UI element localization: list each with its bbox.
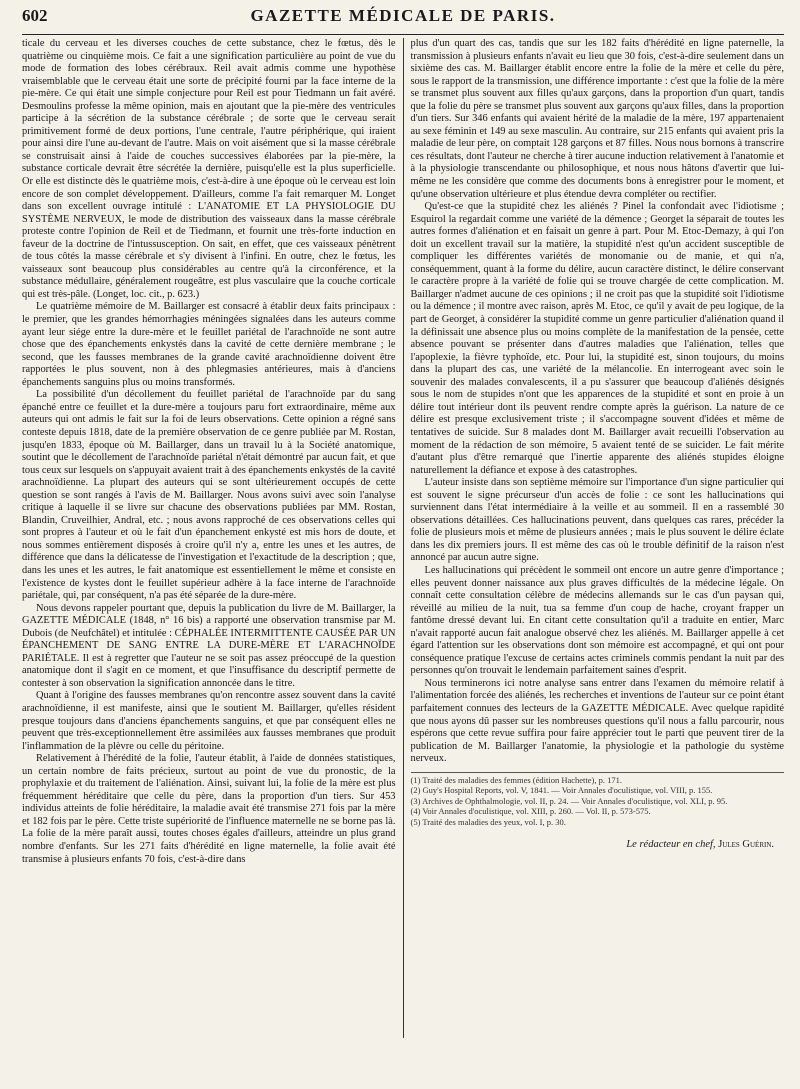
footnotes (411, 772, 785, 828)
footnote: (4) Voir Annales d'oculistique, vol. XIII, p. 260. — Vol. II, p. 573-575. (410, 806, 651, 817)
footnote: (1) Traité des maladies des femmes (édition Hachette), p. 171. (410, 774, 622, 785)
paragraph: Qu'est-ce que la stupidité chez les aliénés ? Pinel la confondait avec l'idiotisme ; Esquirol la regardait comme une variété de la démence ; Georget la séparait de toutes les autres formes d'aliénation et en faisait un genre à part. Pour M. Etoc-Demazy, à qui l'on doit un excellent travail sur la matière, la stupidité n'est qu'un accident susceptible de compliquer les différentes variétés de monomanie ou de manie, et qui n'a, conséquemment, quant à la forme du délire, aucun caractère distinct, le délire conservant le caractère propre à la variété de folie qui se trouve chargée de cette complication. M. Baillarger n'admet aucune de ces opinions ; il ne croit pas que la stupidité soit l'idiotisme ou la démence ; il montre avec raison, après M. Etoc, ce qu'il y avait de peu logique, de la part de Georget, à considérer la stupidité comme un genre particulier d'aliénation quand il la définissait une absence plus ou moins complète de la manifestation de la pensée, cette absence pouvant se présenter dans d'autres maladies que l'aliénation, telles que l'apoplexie, la fièvre typhoïde, etc. Pour lui, la stupidité est, sinon toujours, du moins dans la plupart des cas, une variété de la mélancolie. En interrogeant avec soin le souvenir des malades convalescents, il a pu s'assurer que beaucoup d'aliénés désignés sous le nom de stupides n'ont que les apparences de la stupidité et sont en proie à un délire tout intérieur dont ils peuvent rendre compte après la guérison. La nature de ce délire est presque exclusivement triste ; il s'accompagne souvent d'idées et même de tentatives de suicide. Sur 8 malades dont M. Baillarger avait recueilli l'observation au moment de la rédaction de son mémoire, 5 avaient tenté de se suicider. Le fait mérite d'autant plus d'être remarqué que l'inertie apparente des aliénés stupides éloigne naturellement la défiance et expose à des catastrophes. (410, 201, 784, 476)
footnote: (5) Traité des maladies des yeux, vol. I, p. 30. (410, 816, 566, 827)
editor-name: Jules Guérin. (718, 839, 774, 851)
left-column (22, 38, 403, 1038)
paragraph: ticale du cerveau et les diverses couches de cette substance, chez le fœtus, dès le quatrième ou cinquième mois. Ce fait a une signification particulière au point de vue du mode de formation des lobes cérébraux. Reil avait admis comme une hypothèse vraisemblable que le cerveau était une sorte de précipité fourni par la face interne de la pie-mère. Ce qui était une simple conjecture pour Reil est pour Tiedmann un fait avéré. Desmoulins professe la même opinion, mais en ajoutant que la pie-mère des ventricules participe à la sécrétion de la substance cérébrale ; de sorte que le cerveau serait primitivement formé de deux portions, l'une centrale, l'autre périphérique, qui iraient pour ainsi dire l'une au-devant de l'autre. Mais on voit aisément que si la masse cérébrale se construisait ainsi à l'aide de couches successives élaborées par la pie-mère, la substance corticale devrait être sécrétée la dernière, puisqu'elle est la plus superficielle. Or elle est distincte dès le quatrième mois, c'est-à-dire à une époque où le cerveau est loin encore de son complet développement. D'ailleurs, comme l'a fait remarquer M. Longet dans son excellent ouvrage intitulé : L'ANATOMIE ET LA PHYSIOLOGIE DU SYSTÈME NERVEUX, le mode de distribution des vaisseaux dans la masse cérébrale proteste contre l'opinion de Reil et de Tiedmann, et fournit une très-forte induction en faveur de la doctrine de l'intussusception. On sait, en effet, que ces vaisseaux pénètrent de tous côtés la masse cérébrale et s'y divisent à l'infini. En outre, chez le fœtus, les vaisseaux sont beaucoup plus considérables au centre qu'à la circonférence, et la substance médullaire, généralement rougeâtre, est plus vasculaire que la couche corticale qui est très-pâle. (Longet, loc. cit., p. 623.) (22, 38, 396, 300)
paragraph: L'auteur insiste dans son septième mémoire sur l'importance d'un signe particulier qui est souvent le signe précurseur d'un accès de folie : ce sont les hallucinations qui surviennent dans l'état intermédiaire à la veille et au sommeil. Il en a rassemblé 30 observations détaillées. Ces hallucinations peuvent, dans quelques cas rares, précéder la folie de plusieurs mois et même de plusieurs années ; mais le plus souvent le délire éclate dans les dix premiers jours. Il est même des cas où le trouble définitif de la raison n'est annoncé par aucun autre signe. (410, 477, 784, 564)
paragraph: Le quatrième mémoire de M. Baillarger est consacré à établir deux faits principaux : le premier, que les grandes hémorrhagies méningées signalées dans les auteurs comme ayant leur siége entre la dure-mère et le feuillet pariétal de l'arachnoïde ne sont autre chose que des épanchements enkystés dans la cavité de cette dernière membrane ; le second, que les fausses membranes de la grande cavité arachnoïdienne doivent être rapportées le plus souvent, non à des phlegmasies antérieures, mais à d'anciens épanchements sanguins plus ou moins transformés. (22, 301, 396, 388)
page-number: 602 (22, 6, 48, 25)
signature-prefix: Le rédacteur en chef, (626, 839, 716, 851)
paragraph: Quant à l'origine des fausses membranes qu'on rencontre assez souvent dans la cavité arachnoïdienne, il est manifeste, ainsi que le soutient M. Baillarger, qu'elles résident presque toujours dans d'anciens épanchements sanguins, et que par conséquent elles ne peuvent que très-exceptionnellement être assimilées aux fausses membranes que produit l'inflammation de la plèvre ou celle du péritoine. (22, 690, 396, 752)
page-header (22, 6, 784, 35)
paragraph: Relativement à l'hérédité de la folie, l'auteur établit, à l'aide de données statistiques, un certain nombre de faits précieux, surtout au point de vue du pronostic, de la prophylaxie et du traitement de l'aliénation. Ainsi, suivant lui, la folie de la mère est plus fréquemment héréditaire que celle du père, dans la proportion d'un tiers. Sur 453 individus atteints de folie héréditaire, la maladie avait été transmise 271 fois par la mère et 182 fois par le père. Cette triste supériorité de l'influence maternelle ne se borne pas là. La folie de la mère paraît aussi, toutes choses égales d'ailleurs, atteindre un plus grand nombre d'enfants. Sur les 271 faits d'hérédité en ligne maternelle, la folie avait été transmise à plusieurs enfants 70 fois, c'est-à-dire dans (22, 753, 396, 865)
footnote: (2) Guy's Hospital Reports, vol. V, 1841. — Voir Annales d'oculistique, vol. VIII, p. 155. (410, 785, 713, 796)
footnote: (3) Archives de Ophthalmologie, vol. II, p. 24. — Voir Annales d'oculistique, vol. XLI, p. 95. (410, 795, 728, 806)
article-columns (22, 38, 784, 1038)
paragraph: Nous terminerons ici notre analyse sans entrer dans l'examen du mémoire relatif à l'alimentation forcée des aliénés, les recherches et inventions de l'auteur sur ce point étant parfaitement connues des lecteurs de la GAZETTE MÉDICALE. Avec quelque rapidité que nous ayons dû passer sur les nombreuses questions qu'il nous a fallu parcourir, nous espérons que cette revue suffira pour faire apprécier tout le parti que peuvent tirer de la publication de M. Baillarger l'anatomie, la physiologie et la pathologie du système nerveux. (410, 677, 784, 765)
journal-title: GAZETTE MÉDICALE DE PARIS. (250, 6, 556, 25)
paragraph: La possibilité d'un décollement du feuillet pariétal de l'arachnoïde par du sang épanché entre ce feuillet et la dure-mère a toujours paru fort extraordinaire, même aux auteurs qui ont admis le fait sur la foi de leurs observations. Cette opinion a régné sans conteste depuis 1818, date de la première observation de ce genre publiée par M. Rostan, jusqu'en 1833, époque où M. Baillarger, dans un travail lu à la Société anatomique, soutint que le décollement de l'arachnoïde pariétal n'était démontré par aucun fait, et que tous ceux sur lesquels on s'appuyait avaient trait à des épanchements enkystés de la cavité arachnoïdienne. La plupart des auteurs qui se sont ultérieurement occupés de cette question se sont rangés à l'avis de M. Baillarger. Nous avons suivi avec soin l'analyse critique à laquelle il se livre sur chacune des observations publiées par MM. Rostan, Blandin, Cruveilhier, Andral, etc. ; nous avons rapproché de ces observations celles qui sont propres à l'auteur et où le fait d'un épanchement enkysté est mis hors de doute, et nous sommes entièrement disposés à croire qu'il n'y a, entre les unes et les autres, de différence que dans la délicatesse de l'investigation et l'exactitude de la description ; que, dans les unes et les autres, le fait anatomique est essentiellement le même et consiste en l'existence de kystes dont le feuillet supérieur adhère à la face interne de l'arachnoïde pariétale, qui, par conséquent, n'a pas été séparée de la dure-mère. (22, 389, 396, 602)
paragraph: Les hallucinations qui précèdent le sommeil ont encore un autre genre d'importance ; elles peuvent donner naissance aux plus graves difficultés de la médecine légale. On connaît cette consultation célèbre de médecins allemands sur le cas d'un paysan qui, réveillé au milieu de la nuit, tua sa femme d'un coup de hache, croyant frapper un fantôme dressé devant lui. En citant cette consultation qu'il a traduite en entier, Marc n'avait rapporté aucun fait analogue observé chez les aliénés. M. Baillarger appelle à cet égard l'attention sur les observations dont son mémoire est accompagné, et qui ont pour conséquence pratique l'excuse de certains actes criminels commis pendant la nuit par des personnes qu'on trouvait le lendemain parfaitement saines d'esprit. (410, 564, 784, 677)
right-column (404, 38, 785, 1038)
editor-signature (411, 839, 785, 852)
paragraph: plus d'un quart des cas, tandis que sur les 182 faits d'hérédité en ligne paternelle, la transmission à plusieurs enfants n'avait eu lieu que 30 fois, c'est-à-dire seulement dans un sixième des cas. M. Baillarger établit encore entre la folie de la mère et celle du père, sous le rapport de la transmission, une différence importante : c'est que la folie de la mère se transmet plus souvent aux filles qu'aux garçons, dans la proportion d'un quart, tandis que la folie du père se transmet plus souvent aux garçons qu'aux filles, dans la proportion d'un tiers. Sur 346 enfants qui avaient hérité de la maladie de la mère, 197 appartenaient au sexe féminin et 149 au sexe masculin. Au contraire, sur 215 enfants qui avaient pris la maladie de leur père, on comptait 128 garçons et 87 filles. Nous nous bornons à transcrire ces résultats, dont l'auteur ne cherche à tirer aucune induction relativement à l'anatomie et à la physiologie transcendante ou philosophique, et nous nous hâtons d'avertir que lui-même ne les considère que comme des documents bons à enregistrer pour le moment, et qu'une observation ultérieure et plus étendue devra compléter ou rectifier. (410, 38, 784, 200)
paragraph: Nous devons rappeler pourtant que, depuis la publication du livre de M. Baillarger, la GAZETTE MÉDICALE (1848, n° 16 bis) a rapporté une observation transmise par M. Dubois (de Neufchâtel) et intitulée : CÉPHALÉE INTERMITTENTE CAUSÉE PAR UN ÉPANCHEMENT DE SANG ENTRE LA DURE-MÈRE ET L'ARACHNOÏDE PARIÉTALE. Il est à regretter que l'auteur ne se soit pas assez préoccupé de la question anatomique dont il s'agit en ce moment, et que l'insuffisance du descriptif permette de contester à son observation la signification annoncée dans le titre. (22, 602, 396, 689)
